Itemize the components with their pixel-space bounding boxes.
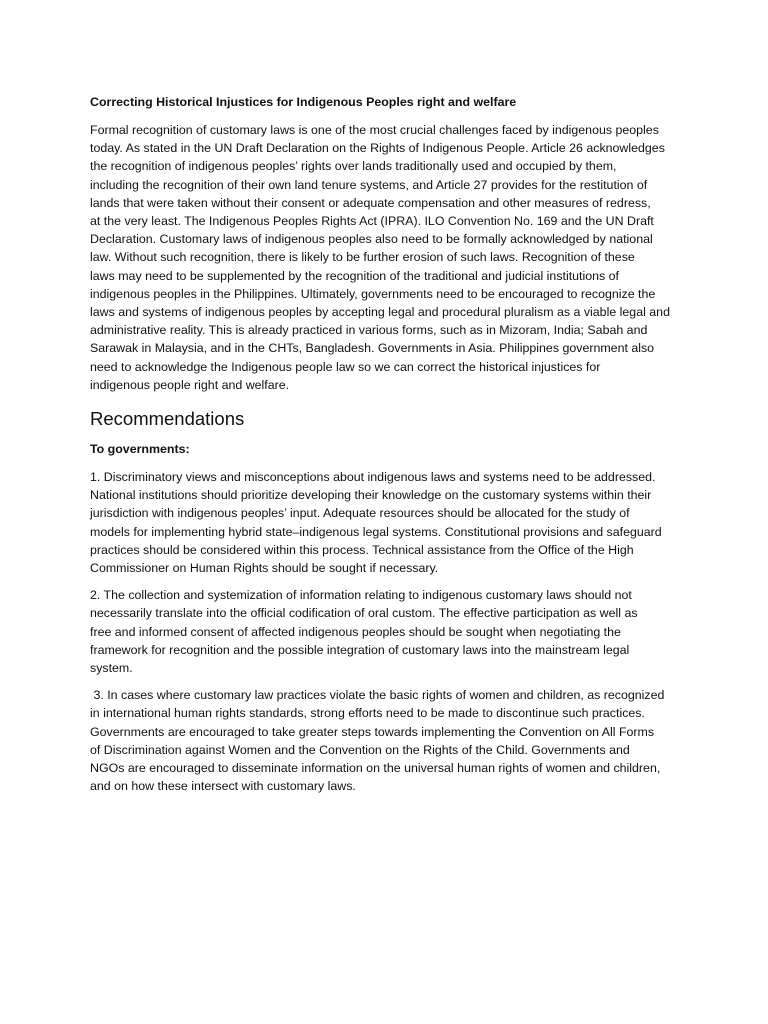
recommendation-3-line: NGOs are encouraged to disseminate information on the universal human rights of women and children,	[90, 761, 661, 776]
recommendation-1-line: jurisdiction with indigenous peoples’ input. Adequate resources should be allocated for the study of	[90, 506, 630, 521]
recommendation-3-line: of Discrimination against Women and the Convention on the Rights of the Child. Governments and	[90, 742, 630, 757]
recommendation-2-line: free and informed consent of affected indigenous peoples should be sought when negotiating the	[90, 624, 621, 639]
document-title: Correcting Historical Injustices for Indigenous Peoples right and welfare	[90, 95, 517, 109]
recommendation-1-line: practices should be considered within this process. Technical assistance from the Office of the High	[90, 542, 634, 557]
intro-line: administrative reality. This is already practiced in various forms, such as in Mizoram, India; Sabah and	[90, 323, 648, 338]
recommendation-2-line: necessarily translate into the official codification of oral custom. The effective participation as well as	[90, 606, 638, 621]
recommendation-3-line: and on how these intersect with customary laws.	[90, 779, 356, 794]
section-heading-recommendations: Recommendations	[90, 408, 245, 430]
intro-line: Declaration. Customary laws of indigenous peoples also need to be formally acknowledged by national	[90, 232, 653, 247]
intro-line: laws and systems of indigenous peoples by accepting legal and procedural pluralism as a viable legal and	[90, 305, 670, 320]
recommendation-3	[90, 686, 690, 795]
recommendation-2-line: system.	[90, 661, 133, 676]
subheading-to-governments: To governments:	[90, 442, 190, 457]
recommendation-1-line: 1. Discriminatory views and misconceptions about indigenous laws and systems need to be addressed.	[90, 470, 656, 485]
recommendation-3-line: in international human rights standards, strong efforts need to be made to discontinue such practices.	[90, 706, 645, 721]
recommendation-2	[90, 586, 690, 677]
intro-line: indigenous peoples in the Philippines. Ultimately, governments need to be encouraged to recognize the	[90, 286, 656, 301]
recommendation-3-line: 3. In cases where customary law practices violate the basic rights of women and children, as recognized	[90, 688, 665, 703]
recommendation-2-line: 2. The collection and systemization of information relating to indigenous customary laws should not	[90, 588, 632, 603]
intro-paragraph	[90, 121, 690, 394]
intro-line: indigenous people right and welfare.	[90, 377, 290, 392]
intro-line: Formal recognition of customary laws is one of the most crucial challenges faced by indigenous peoples	[90, 123, 659, 137]
intro-line: Sarawak in Malaysia, and in the CHTs, Bangladesh. Governments in Asia. Philippines government also	[90, 341, 655, 356]
intro-line: today. As stated in the UN Draft Declaration on the Rights of Indigenous People. Article 26 acknowledges	[90, 141, 665, 156]
recommendation-1-line: National institutions should prioritize developing their knowledge on the customary systems within their	[90, 488, 652, 503]
intro-line: including the recognition of their own land tenure systems, and Article 27 provides for the restitution of	[90, 177, 648, 192]
recommendation-1-line: Commissioner on Human Rights should be sought if necessary.	[90, 561, 439, 576]
intro-line: laws may need to be supplemented by the recognition of the traditional and judicial institutions of	[90, 268, 619, 283]
intro-line: the recognition of indigenous peoples’ rights over lands traditionally used and occupied by them,	[90, 159, 617, 174]
recommendation-1-line: models for implementing hybrid state–indigenous legal systems. Constitutional provisions and safeguard	[90, 524, 662, 539]
intro-line: need to acknowledge the Indigenous people law so we can correct the historical injustices for	[90, 359, 601, 374]
recommendation-3-line: Governments are encouraged to take greater steps towards implementing the Convention on All Forms	[90, 724, 655, 739]
intro-line: lands that were taken without their consent or adequate compensation and other measures of redress,	[90, 195, 651, 210]
recommendation-1	[90, 468, 690, 577]
intro-line: law. Without such recognition, there is likely to be further erosion of such laws. Recognition of these	[90, 250, 635, 265]
intro-line: at the very least. The Indigenous Peoples Rights Act (IPRA). ILO Convention No. 169 and the UN Draft	[90, 214, 654, 229]
recommendation-2-line: framework for recognition and the possible integration of customary laws into the mainstream legal	[90, 642, 630, 657]
document-page	[90, 93, 690, 805]
